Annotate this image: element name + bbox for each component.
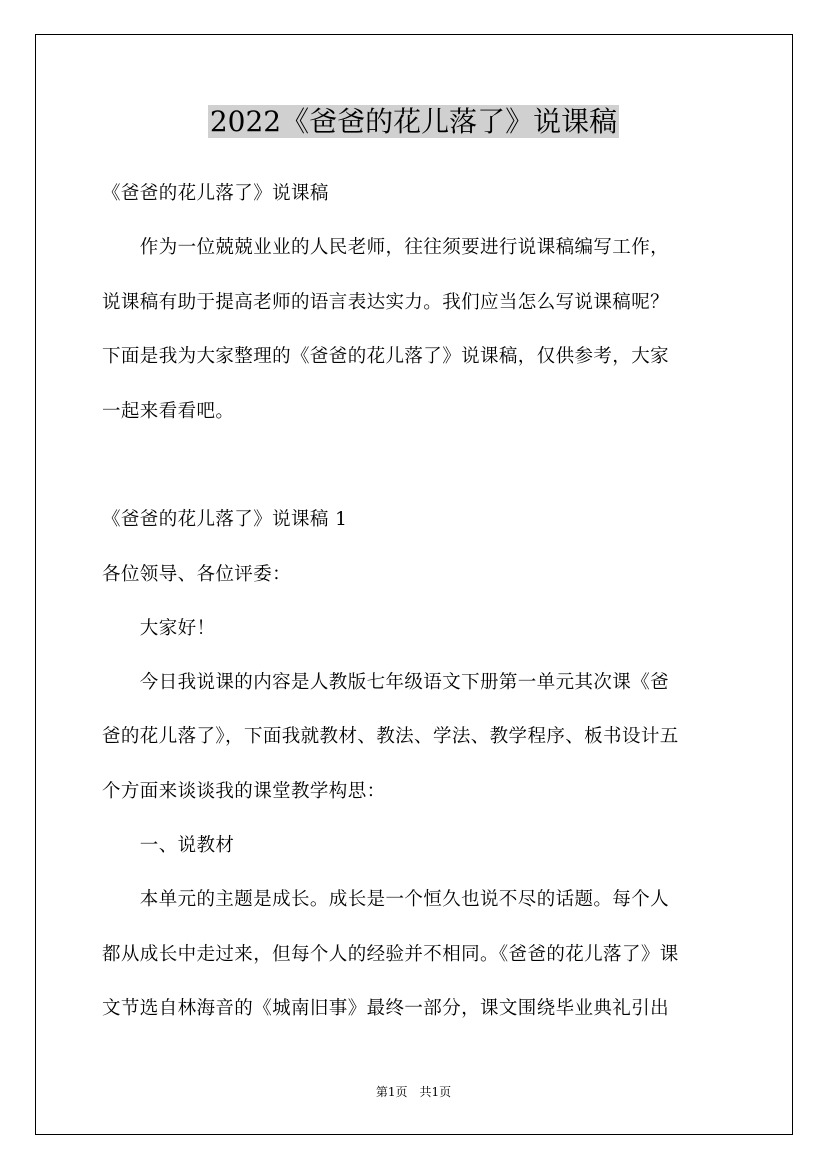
page-footer: 第1页 共1页: [375, 1085, 452, 1099]
text-line: 本单元的主题是成长。成长是一个恒久也说不尽的话题。每个人: [102, 889, 670, 910]
text-line: 各位领导、各位评委：: [102, 564, 292, 585]
text-line: 个方面来谈谈我的课堂教学构思：: [102, 781, 386, 802]
document-title: [0, 102, 827, 142]
text-line: 说课稿有助于提高老师的语言表达实力。我们应当怎么写说课稿呢？: [102, 292, 670, 313]
text-line: 作为一位兢兢业业的人民老师，往往须要进行说课稿编写工作，: [102, 237, 670, 258]
text-line: 下面是我为大家整理的《爸爸的花儿落了》说课稿，仅供参考，大家: [102, 346, 670, 367]
text-line: 爸的花儿落了》，下面我就教材、教法、学法、教学程序、板书设计五: [102, 726, 679, 747]
text-line: 文节选自林海音的《城南旧事》最终一部分，课文围绕毕业典礼引出: [102, 998, 670, 1019]
text-line: 今日我说课的内容是人教版七年级语文下册第一单元其次课《爸: [102, 672, 670, 693]
text-line: 《爸爸的花儿落了》说课稿: [102, 183, 329, 204]
text-line: 都从成长中走过来，但每个人的经验并不相同。《爸爸的花儿落了》课: [102, 944, 679, 965]
text-line: 一起来看看吧。: [102, 401, 235, 422]
text-line: 大家好！: [102, 618, 216, 639]
text-line: 一、说教材: [102, 835, 235, 856]
text-line: 《爸爸的花儿落了》说课稿 1: [102, 509, 348, 530]
document-title-text: 2022《爸爸的花儿落了》说课稿: [209, 105, 618, 138]
